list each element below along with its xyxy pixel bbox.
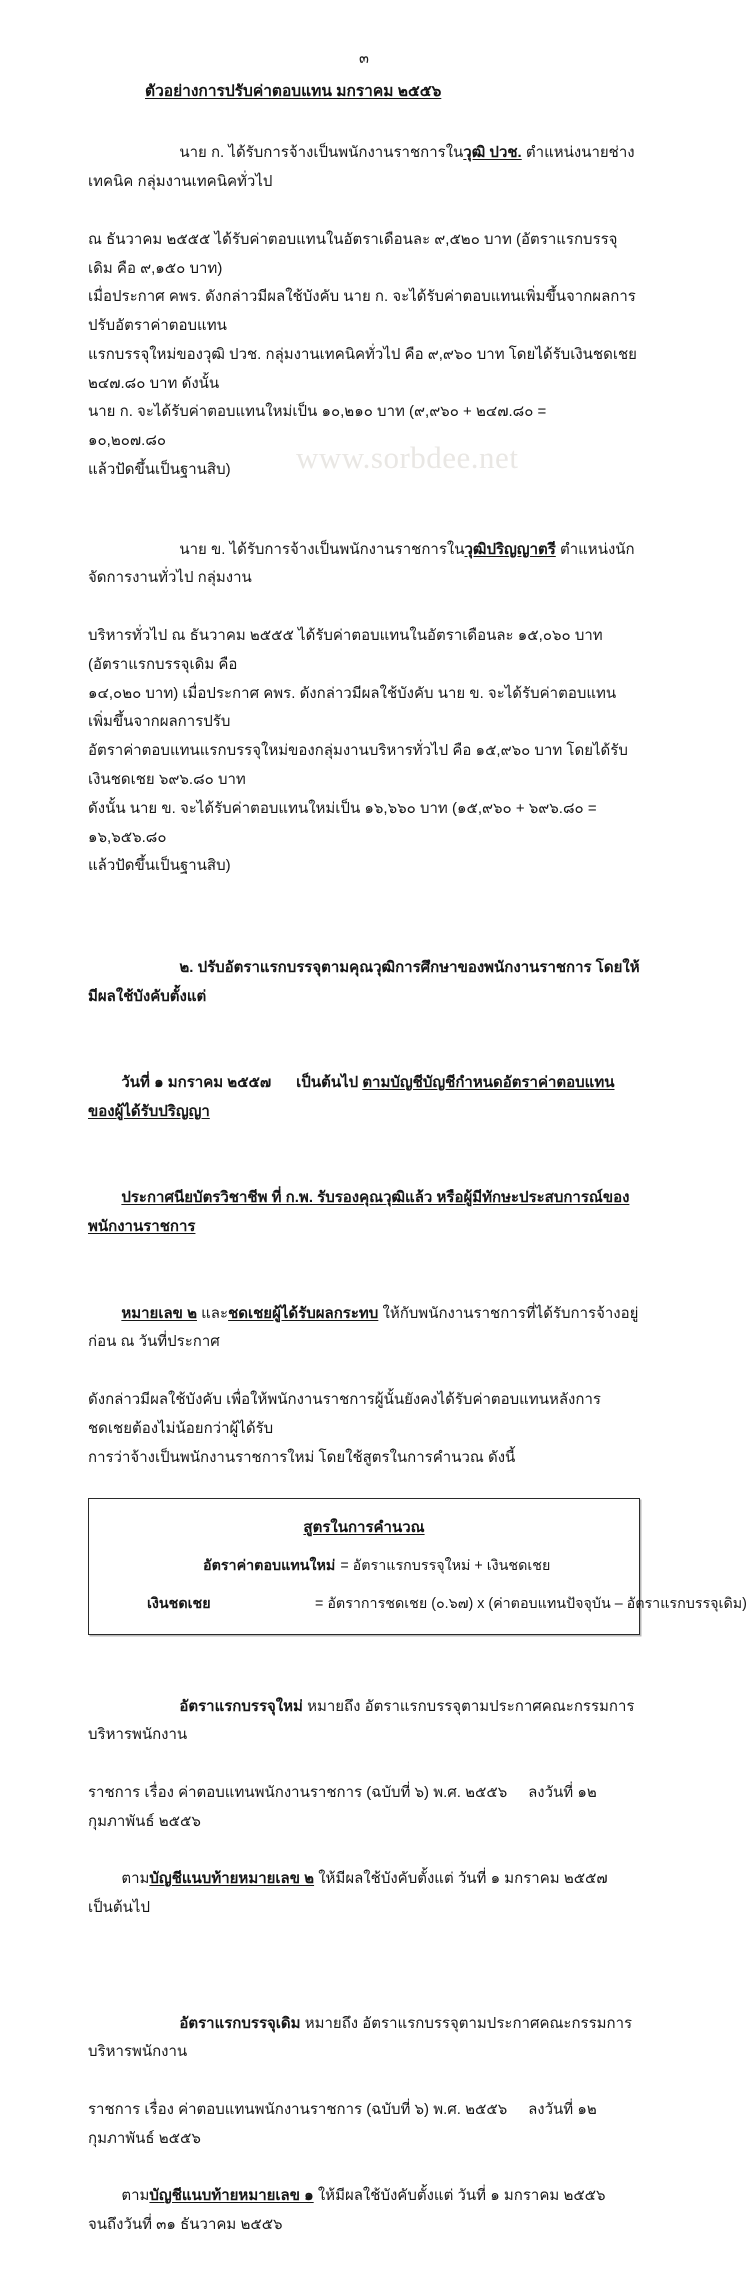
section-two-l2-underline: ตามบัญชีบัญชีกำหนดอัตราค่าตอบแทนของผู้ได้รับปริญญา [88,1074,615,1121]
page-title [0,80,728,104]
paragraph-b-line-1 [88,507,640,622]
definition-new-l3-start: ตาม [121,1870,150,1888]
definition-old-line-2: ราชการ เรื่อง ค่าตอบแทนพนักงานราชการ (ฉบับที่ ๖) พ.ศ. ๒๕๕๖ ลงวันที่ ๑๒ กุมภาพันธ์ ๒๕๕๖ [88,2101,601,2147]
section-two-heading-text: ๒. ปรับอัตราแรกบรรจุตามคุณวุฒิการศึกษาของพนักงานราชการ โดยให้มีผลใช้บังคับตั้งแต่ [88,959,640,1005]
paragraph-b-line-4: อัตราค่าตอบแทนแรกบรรจุใหม่ของกลุ่มงานบริหารทั่วไป คือ ๑๕,๙๖๐ บาท โดยได้รับเงินชดเชย ๖๙๖.๘๐ บาท [88,742,628,789]
section-two-l4-underline-a: หมายเลข ๒ [121,1304,197,1322]
paragraph-a-line-5: นาย ก. จะได้รับค่าตอบแทนใหม่เป็น ๑๐,๒๑๐ บาท (๙,๙๖๐ + ๒๔๗.๘๐ = ๑๐,๒๐๗.๘๐ [88,403,576,450]
section-two-line-4 [88,1271,640,1386]
definition-old-l3-rest: ให้มีผลใช้บังคับตั้งแต่ วันที่ ๑ มกราคม ๒๕๕๖ จนถึงวันที่ ๓๑ ธันวาคม ๒๕๕๖ [88,2187,610,2234]
watermark-text: www.sorbdee.net [296,440,519,475]
section-two-line-2 [88,1040,640,1155]
definition-old-term: อัตราแรกบรรจุเดิม [179,2014,301,2032]
formula-new-rate-label: อัตราค่าตอบแทนใหม่ [203,1558,336,1575]
para-a-l1-b: ตำแหน่งนายช่างเทคนิค กลุ่มงานเทคนิคทั่วไป [88,144,635,191]
paragraph-a-line-3: เมื่อประกาศ คพร. ดังกล่าวมีผลใช้บังคับ นาย ก. จะได้รับค่าตอบแทนเพิ่มขึ้นจากผลการปรับอัตราค่าตอบแทน [88,288,636,335]
section-two-l3-underline: ประกาศนียบัตรวิชาชีพ ที่ ก.พ. รับรองคุณวุฒิแล้ว หรือผู้มีทักษะประสบการณ์ของพนักงานราชการ [88,1189,630,1236]
document-page [0,51,747,2234]
paragraph-a-line-4: แรกบรรจุใหม่ของวุฒิ ปวช. กลุ่มงานเทคนิคทั่วไป คือ ๙,๙๖๐ บาท โดยได้รับเงินชดเชย ๒๔๗.๘๐ บาท ดังนั้น [88,345,642,392]
paragraph-a-line-6: แล้วปัดขึ้นเป็นฐานสิบ) [88,461,231,479]
section-two-line-6: การว่าจ้างเป็นพนักงานราชการใหม่ โดยใช้สูตรในการคำนวณ ดังนี้ [88,1448,516,1466]
paragraph-example-a [0,111,728,485]
paragraph-a-line-1 [88,111,640,226]
formula-box-title: สูตรในการคำนวณ [303,1519,425,1537]
para-a-l1-underline: วุฒิ ปวช. [463,144,522,162]
definition-new-term: อัตราแรกบรรจุใหม่ [179,1697,303,1715]
definition-new-line-1 [88,1664,640,1779]
section-two [0,925,728,1472]
definition-new-line-2: ราชการ เรื่อง ค่าตอบแทนพนักงานราชการ (ฉบับที่ ๖) พ.ศ. ๒๕๕๖ ลงวันที่ ๑๒ กุมภาพันธ์ ๒๕๕๖ [88,1784,601,1830]
paragraph-b-line-2: บริหารทั่วไป ณ ธันวาคม ๒๕๕๕ ได้รับค่าตอบแทนในอัตราเดือนละ ๑๕,๐๖๐ บาท (อัตราแรกบรรจุเดิม คือ [88,627,607,673]
para-b-l1-underline: วุฒิปริญญาตรี [464,540,556,558]
paragraph-a-line-2: ณ ธันวาคม ๒๕๕๕ ได้รับค่าตอบแทนในอัตราเดือนละ ๙,๕๒๐ บาท (อัตราแรกบรรจุเดิม คือ ๙,๑๕๐ บาท) [88,230,618,277]
definition-old-l1-rest: หมายถึง อัตราแรกบรรจุตามประกาศคณะกรรมการบริหารพนักงาน [88,2014,633,2061]
paragraph-example-b [0,507,728,881]
section-two-line-5: ดังกล่าวมีผลใช้บังคับ เพื่อให้พนักงานราชการผู้นั้นยังคงได้รับค่าตอบแทนหลังการชดเชยต้องไม่น้อยกว่าผู้ได้รับ [88,1390,601,1437]
definition-new-l1-rest: หมายถึง อัตราแรกบรรจุตามประกาศคณะกรรมการบริหารพนักงาน [88,1697,635,1744]
definition-new-line-3 [88,1837,640,1952]
formula-box [88,1498,747,1634]
section-two-line-1 [88,925,640,1040]
section-two-line-3 [88,1156,640,1271]
definition-old-l3-underline: บัญชีแนบท้ายหมายเลข ๑ [149,2187,314,2205]
formula-new-rate-expression: = อัตราแรกบรรจุใหม่ + เงินชดเชย [340,1558,551,1575]
formula-compensation-expression: = อัตราการชดเชย (๐.๖๗) x (ค่าตอบแทนปัจจุบัน – อัตราแรกบรรจุเดิม) [315,1596,747,1613]
paragraph-b-line-5: ดังนั้น นาย ข. จะได้รับค่าตอบแทนใหม่เป็น ๑๖,๖๖๐ บาท (๑๕,๙๖๐ + ๖๙๖.๘๐ = ๑๖,๖๕๖.๘๐ [88,799,614,846]
formula-row-compensation [107,1592,747,1618]
section-two-l2-plain: วันที่ ๑ มกราคม ๒๕๕๗ เป็นต้นไป [121,1074,363,1092]
definition-old-rate [0,1981,728,2269]
definition-new-rate [0,1664,728,1952]
page-number: ๓ [359,51,369,67]
section-two-l4-rest: ให้กับพนักงานราชการที่ได้รับการจ้างอยู่ก่อน ณ วันที่ประกาศ [88,1304,639,1351]
para-b-l1-a: นาย ข. ได้รับการจ้างเป็นพนักงานราชการใน [179,540,465,558]
para-a-l1-a: นาย ก. ได้รับการจ้างเป็นพนักงานราชการใน [179,144,464,162]
page-title-text: ตัวอย่างการปรับค่าตอบแทน มกราคม ๒๕๕๖ [145,82,442,100]
section-two-l4-mid: และ [196,1304,229,1322]
definition-old-line-1 [88,1981,640,2096]
para-b-l1-b: ตำแหน่งนักจัดการงานทั่วไป กลุ่มงาน [88,540,635,587]
paragraph-b-line-3: ๑๔,๐๒๐ บาท) เมื่อประกาศ คพร. ดังกล่าวมีผลใช้บังคับ นาย ข. จะได้รับค่าตอบแทนเพิ่มขึ้นจากผลการปรับ [88,684,617,731]
definition-new-l3-underline: บัญชีแนบท้ายหมายเลข ๒ [149,1870,315,1888]
definition-old-l3-start: ตาม [121,2187,150,2205]
formula-compensation-label: เงินชดเชย [147,1596,211,1613]
document-content [0,51,747,2269]
definition-old-line-3 [88,2154,640,2269]
paragraph-b-line-6: แล้วปัดขึ้นเป็นฐานสิบ) [88,857,231,875]
formula-row-new-rate [107,1554,621,1580]
definition-new-l3-rest: ให้มีผลใช้บังคับตั้งแต่ วันที่ ๑ มกราคม ๒๕๕๗ เป็นต้นไป [88,1870,612,1917]
section-two-l4-underline-b: ชดเชยผู้ได้รับผลกระทบ [228,1304,379,1322]
